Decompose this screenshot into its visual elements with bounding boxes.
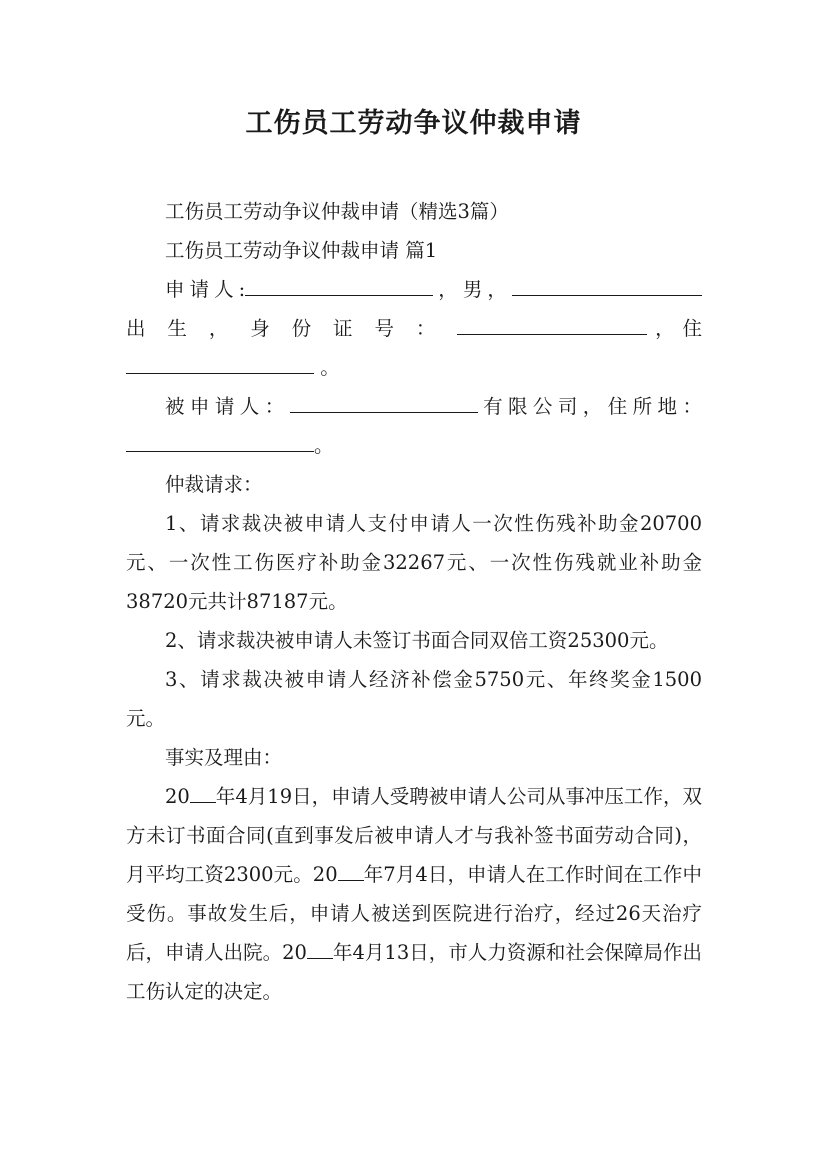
subtitle-line: 工伤员工劳动争议仲裁申请（精选3篇） xyxy=(165,200,509,223)
respondent-label: 被申请人： xyxy=(165,395,290,418)
facts-text: 年7月4日，申请人在工作时间在工作中受伤。事故发生后，申请人被送到医院进行治疗，经过26天治疗后，申请人出院。20 xyxy=(126,863,702,964)
respondent-end: 。 xyxy=(314,434,334,457)
respondent-address-blank xyxy=(126,433,314,452)
facts-text: 年4月13日，市人力资源和社会保障局作出工伤认定的决定。 xyxy=(126,941,702,1003)
document-body xyxy=(126,192,702,1011)
applicant-extra-blank xyxy=(512,277,702,296)
claim-item: 2、请求裁决被申请人未签订书面合同双倍工资25300元。 xyxy=(165,629,669,652)
applicant-gender: ，男， xyxy=(433,278,512,301)
part-heading: 工伤员工劳动争议仲裁申请 篇1 xyxy=(165,239,438,262)
applicant-name-blank xyxy=(245,277,433,296)
respondent-address-line xyxy=(126,426,702,465)
year-blank xyxy=(190,786,216,803)
applicant-address-line xyxy=(126,348,702,387)
respondent-line xyxy=(126,387,702,426)
address-label: ，住 xyxy=(647,317,702,340)
facts-heading: 事实及理由： xyxy=(165,746,283,769)
claim-item: 1、请求裁决被申请人支付申请人一次性伤残补助金20700元、一次性工伤医疗补助金32267元、一次性伤残就业补助金38720元共计87187元。 xyxy=(126,512,702,613)
facts-text: 年4月19日，申请人受聘被申请人公司从事冲压工作，双方未订书面合同(直到事发后被申请人才与我补签书面劳动合同)，月平均工资2300元。20 xyxy=(126,785,702,886)
respondent-company-suffix: 有限公司，住所地： xyxy=(477,395,702,418)
facts-text: 20 xyxy=(165,785,190,808)
facts-paragraph xyxy=(126,777,702,1011)
birth-id-label: 出 生 ， 身 份 证 号 ： xyxy=(126,317,444,340)
year-blank xyxy=(307,942,333,959)
document-title: 工伤员工劳动争议仲裁申请 xyxy=(245,108,582,139)
id-number-blank xyxy=(457,316,647,335)
applicant-line xyxy=(126,270,702,309)
respondent-name-blank xyxy=(290,394,478,413)
address-blank xyxy=(126,355,314,374)
claim-item: 3、请求裁决被申请人经济补偿金5750元、年终奖金1500元。 xyxy=(126,668,702,730)
applicant-label: 申请人: xyxy=(165,278,246,301)
claims-heading: 仲裁请求： xyxy=(165,473,263,496)
year-blank xyxy=(338,864,364,881)
applicant-id-line xyxy=(126,309,702,348)
applicant-end: 。 xyxy=(320,356,340,379)
